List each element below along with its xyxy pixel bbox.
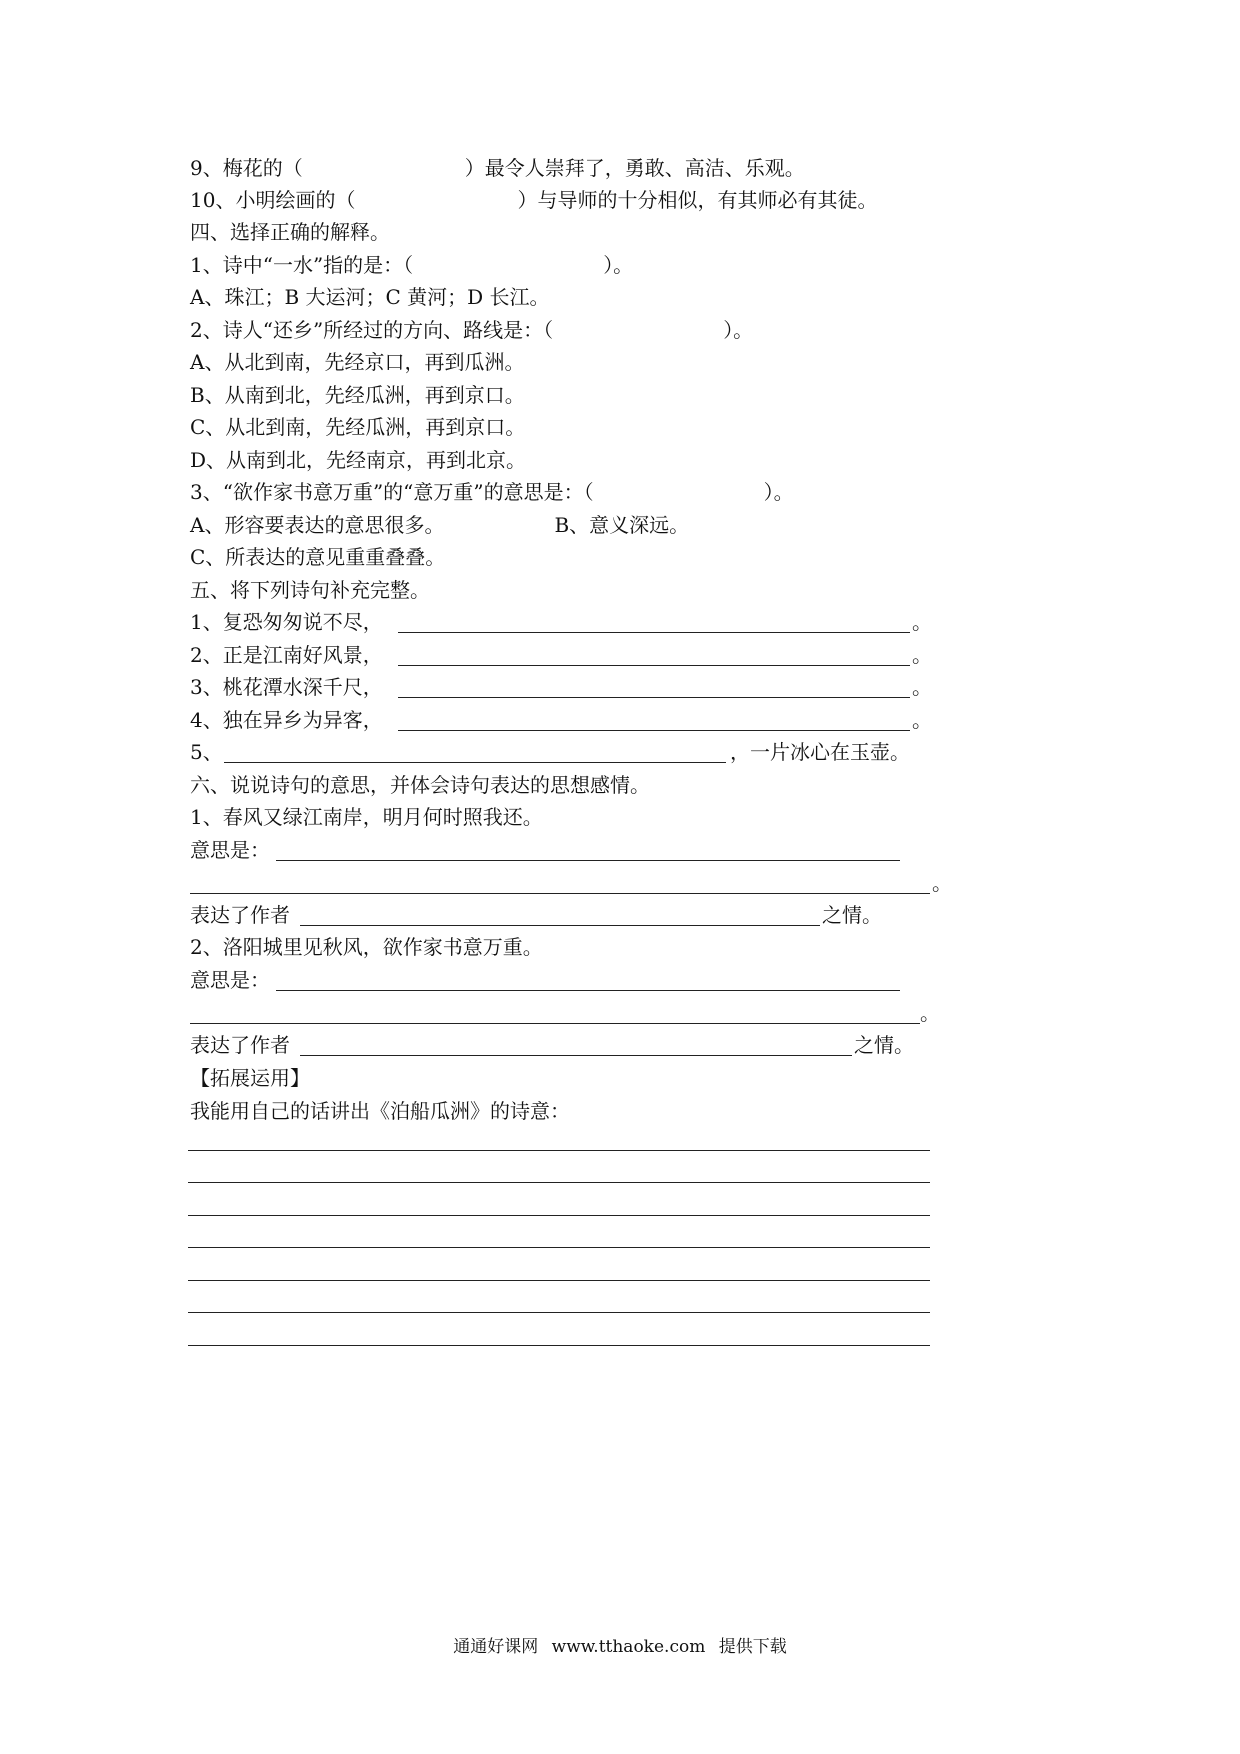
s4-q2-option-c: C、从北到南，先经瓜洲，再到京口。 (190, 415, 526, 439)
s4-q3-option-a: A、形容要表达的意思很多。 (190, 513, 445, 537)
s5-line-3-blank[interactable] (398, 697, 910, 698)
s6-p2-meaning-blank-1[interactable] (276, 990, 900, 991)
s4-q1-after: ）。 (603, 253, 634, 277)
q9-text-before: 9、梅花的（ (190, 156, 303, 180)
s5-line-2-blank[interactable] (398, 665, 910, 666)
s6-poem-1: 1、春风又绿江南岸，明月何时照我还。 (190, 805, 543, 829)
question-10 (190, 188, 877, 212)
s4-q2-before: 2、诗人“还乡”所经过的方向、路线是：（ (190, 318, 554, 342)
s4-q2-option-d: D、从南到北，先经南京，再到北京。 (190, 448, 527, 472)
writing-line-3[interactable] (188, 1215, 930, 1216)
s5-line-5-blank[interactable] (224, 762, 726, 763)
s6-p2-meaning-blank-2[interactable] (190, 1023, 920, 1024)
q10-text-after: ）与导师的十分相似，有其师必有其徒。 (517, 188, 878, 212)
s6-p1-feeling-suffix: 之情。 (822, 903, 882, 927)
s6-p1-meaning-blank-1[interactable] (276, 860, 900, 861)
section-4-title: 四、选择正确的解释。 (190, 220, 390, 244)
s5-line-1-end: 。 (912, 610, 932, 634)
s6-p1-meaning-label: 意思是： (190, 838, 270, 862)
s5-line-1-label: 1、复恐匆匆说不尽， (190, 610, 383, 634)
writing-line-2[interactable] (188, 1182, 930, 1183)
writing-line-4[interactable] (188, 1247, 930, 1248)
s6-p1-meaning-blank-2[interactable] (190, 893, 930, 894)
writing-line-6[interactable] (188, 1312, 930, 1313)
s4-question-2 (190, 318, 753, 342)
writing-line-1[interactable] (188, 1150, 930, 1151)
s4-q2-option-a: A、从北到南，先经京口，再到瓜洲。 (190, 350, 525, 374)
s6-p2-feeling-suffix: 之情。 (854, 1033, 914, 1057)
s5-line-1-blank[interactable] (398, 632, 910, 633)
s5-line-3-end: 。 (912, 675, 932, 699)
s6-p1-express-label: 表达了作者 (190, 903, 290, 927)
s5-line-4-end: 。 (912, 708, 932, 732)
section-6-title: 六、说说诗句的意思，并体会诗句表达的思想感情。 (190, 773, 650, 797)
s4-q2-option-b: B、从南到北，先经瓜洲，再到京口。 (190, 383, 525, 407)
s5-line-2-label: 2、正是江南好风景， (190, 643, 383, 667)
extension-prompt: 我能用自己的话讲出《泊船瓜洲》的诗意： (190, 1099, 570, 1123)
s4-question-1 (190, 253, 633, 277)
s5-line-4-blank[interactable] (398, 730, 910, 731)
footer-site-name: 通通好课网 (453, 1637, 539, 1657)
section-5-title: 五、将下列诗句补充完整。 (190, 578, 430, 602)
question-9 (190, 156, 805, 180)
s6-poem-2: 2、洛阳城里见秋风，欲作家书意万重。 (190, 935, 543, 959)
footer-url[interactable]: www.tthaoke.com (551, 1637, 706, 1657)
q10-text-before: 10、小明绘画的（ (190, 188, 356, 212)
s4-q3-option-c: C、所表达的意见重重叠叠。 (190, 545, 446, 569)
q9-text-after: ）最令人崇拜了，勇敢、高洁、乐观。 (464, 156, 805, 180)
s5-line-5-tail: ，一片冰心在玉壶。 (730, 740, 910, 764)
s5-line-4-label: 4、独在异乡为异客， (190, 708, 383, 732)
s6-p2-express-label: 表达了作者 (190, 1033, 290, 1057)
s4-q3-before: 3、“欲作家书意万重”的“意万重”的意思是：（ (190, 480, 594, 504)
writing-line-5[interactable] (188, 1280, 930, 1281)
page-footer (0, 1636, 1240, 1658)
s6-p1-express-blank[interactable] (300, 925, 820, 926)
s5-line-3-label: 3、桃花潭水深千尺， (190, 675, 383, 699)
footer-suffix: 提供下载 (718, 1637, 787, 1657)
s4-question-3 (190, 480, 794, 504)
s4-q3-option-b: B、意义深远。 (554, 513, 690, 537)
s6-p2-express-blank[interactable] (300, 1055, 852, 1056)
writing-line-7[interactable] (188, 1345, 930, 1346)
s5-line-5-label: 5、 (190, 740, 223, 764)
s4-q1-options: A、珠江；B 大运河；C 黄河；D 长江。 (190, 285, 550, 309)
s6-p2-meaning-label: 意思是： (190, 968, 270, 992)
s4-q2-after: ）。 (723, 318, 754, 342)
s6-p1-meaning-end: 。 (932, 871, 952, 895)
s4-q3-after: ）。 (763, 480, 794, 504)
s4-q1-before: 1、诗中“一水”指的是：（ (190, 253, 414, 277)
s5-line-2-end: 。 (912, 643, 932, 667)
s6-p2-meaning-end: 。 (920, 1001, 940, 1025)
s4-q3-options-ab (190, 513, 689, 537)
extension-title: 【拓展运用】 (190, 1066, 310, 1090)
